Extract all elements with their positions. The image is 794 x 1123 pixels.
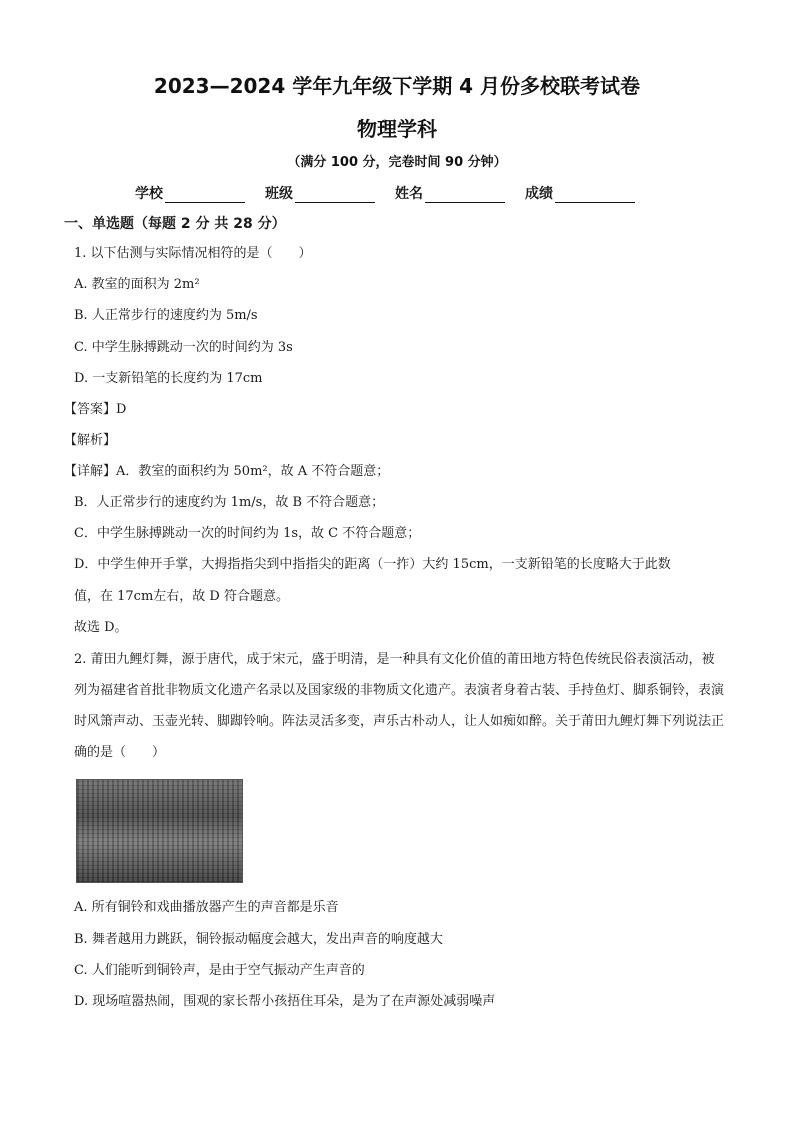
q1-detail-line: 【详解】A．教室的面积约为 50m²，故 A 不符合题意； <box>64 464 390 479</box>
q1-option-c: C. 中学生脉搏跳动一次的时间约为 3s <box>74 340 293 355</box>
q1-detail-line: C．中学生脉搏跳动一次的时间约为 1s，故 C 不符合题意； <box>74 526 421 541</box>
school-field[interactable]: 学校 <box>135 183 245 203</box>
q1-detail-line: 值，在 17cm左右，故 D 符合题意。 <box>74 589 289 604</box>
q1-answer: 【答案】D <box>64 402 127 417</box>
q1-option-a: A. 教室的面积为 2m² <box>74 277 200 292</box>
dance-photo <box>76 779 243 883</box>
q2-stem: 2. 莆田九鲤灯舞，源于唐代，成于宋元，盛于明清，是一种具有文化价值的莆田地方特色传统民俗表演活动，被列为福建省首批非物质文化遗产名录以及国家级的非物质文化遗产。表演者身着古装、手持鱼灯、脚系铜铃，表演时风箫声动、玉壶光转、脚踋铃响。阵法灵活多变，声乐古朴动人，让人如痴如醉。关于莆田九鲤灯舞下列说法正确的是（ ） <box>74 652 725 760</box>
q1-detail-line: 故选 D。 <box>74 620 128 635</box>
q1-option-b: B. 人正常步行的速度约为 5m/s <box>74 308 258 323</box>
q1-detail-line: D．中学生伸开手掌，大拇指指尖到中指指尖的距离（一拃）大约 15cm，一支新铅笔的长度略大于此数 <box>74 557 671 572</box>
q2-option-c: C. 人们能听到铜铃声，是由于空气振动产生声音的 <box>74 963 365 978</box>
subject-title: 物理学科 <box>357 117 437 141</box>
exam-note: （满分 100 分，完卷时间 90 分钟） <box>287 155 507 170</box>
q2-option-a: A. 所有铜铃和戏曲播放器产生的声音都是乐音 <box>74 900 339 915</box>
section-heading: 一、单选题（每题 2 分 共 28 分） <box>64 216 286 232</box>
q2-option-d: D. 现场喧嚣热闹，围观的家长帮小孩捂住耳朵，是为了在声源处减弱噪声 <box>74 994 496 1009</box>
name-field[interactable]: 姓名 <box>395 183 505 203</box>
q2-option-b: B. 舞者越用力跳跃，铜铃振动幅度会越大，发出声音的响度越大 <box>74 932 443 947</box>
score-field[interactable]: 成绩 <box>525 183 635 203</box>
q1-option-d: D. 一支新铅笔的长度约为 17cm <box>74 371 263 386</box>
class-field[interactable]: 班级 <box>265 183 375 203</box>
q1-analysis: 【解析】 <box>64 433 117 448</box>
q1-stem: 1. 以下估测与实际情况相符的是（ ） <box>74 246 312 261</box>
exam-title: 2023—2024 学年九年级下学期 4 月份多校联考试卷 <box>153 74 641 98</box>
q1-detail-line: B．人正常步行的速度约为 1m/s，故 B 不符合题意； <box>74 495 385 510</box>
student-info-row <box>135 183 675 203</box>
